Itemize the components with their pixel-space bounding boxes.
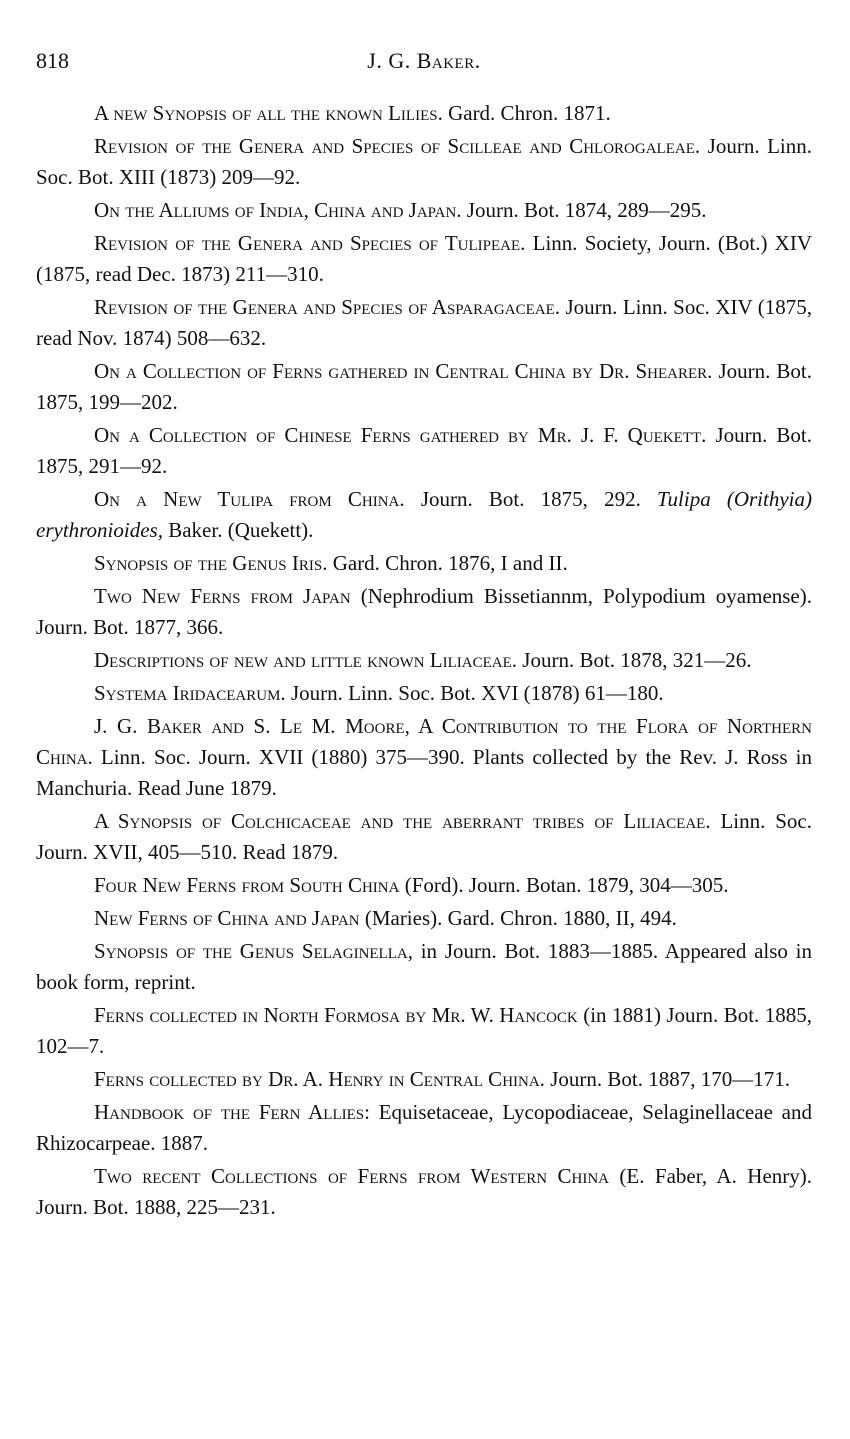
bibliography-entry	[36, 292, 812, 354]
entry-details: (Ford). Journ. Botan. 1879, 304—305.	[399, 873, 729, 897]
bibliography-entry	[36, 678, 812, 709]
bibliography-entry	[36, 870, 812, 901]
entry-details: Journ. Linn. Soc. Bot. XIII (1873) 209—92.	[36, 134, 813, 189]
entry-details: Journ. Bot. 1878, 321—26.	[517, 648, 752, 672]
entry-details: Journ. Bot. 1875, 292.	[404, 487, 657, 511]
bibliography-entry	[36, 228, 812, 290]
entry-title: Four New Ferns from South China	[94, 873, 400, 897]
bibliography-entry	[36, 1064, 812, 1095]
bibliography-entry	[36, 581, 812, 643]
entry-details: Equisetaceae, Lycopodiaceae, Selaginellaceae and Rhizocarpeae. 1887.	[36, 1100, 812, 1155]
bibliography-entry	[36, 903, 812, 934]
entry-details: in Journ. Bot. 1883—1885. Appeared also in book form, reprint.	[36, 939, 812, 994]
entry-title: On a New Tulipa from China.	[94, 487, 405, 511]
entry-title: Synopsis of the Genus Selaginella,	[94, 939, 413, 963]
bibliography-entry	[36, 484, 812, 546]
bibliography-entry	[36, 195, 812, 226]
entry-details: Journ. Bot. 1875, 199—202.	[36, 359, 812, 414]
entry-details: Gard. Chron. 1876, I and II.	[327, 551, 568, 575]
entry-details: Journ. Linn. Soc. XIV (1875, read Nov. 1874) 508—632.	[36, 295, 812, 350]
bibliography-entry	[36, 936, 812, 998]
entry-details: (Nephrodium Bissetiannm, Polypodium oyamense). Journ. Bot. 1877, 366.	[36, 584, 813, 639]
entry-title: Ferns collected by Dr. A. Henry in Central China.	[94, 1067, 545, 1091]
entry-title: New Ferns of China and Japan	[94, 906, 360, 930]
running-title: J. G. Baker.	[367, 48, 481, 73]
entry-details: Linn. Society, Journ. (Bot.) XIV (1875, read Dec. 1873) 211—310.	[36, 231, 813, 286]
entry-details: Gard. Chron. 1871.	[442, 101, 611, 125]
bibliography-entry	[36, 711, 812, 804]
bibliography-entry	[36, 1161, 812, 1223]
bibliography-entry	[36, 98, 812, 129]
bibliography-entry	[36, 356, 812, 418]
entry-tail: Baker. (Quekett).	[162, 518, 314, 542]
entry-details: (in 1881) Journ. Bot. 1885, 102—7.	[36, 1003, 812, 1058]
entry-title: Descriptions of new and little known Liliaceae.	[94, 648, 518, 672]
entry-title: Two recent Collections of Ferns from Western China	[94, 1164, 609, 1188]
entry-details: Journ. Bot. 1887, 170—171.	[544, 1067, 790, 1091]
entry-title: Ferns collected in North Formosa by Mr. W. Hancock	[94, 1003, 578, 1027]
entry-details: Journ. Linn. Soc. Bot. XVI (1878) 61—180.	[285, 681, 664, 705]
entry-title: A Synopsis of Colchicaceae and the aberrant tribes of Liliaceae.	[94, 809, 711, 833]
entry-title: Revision of the Genera and Species of Asparagaceae.	[94, 295, 561, 319]
entry-title: Systema Iridacearum.	[94, 681, 286, 705]
entry-title: Revision of the Genera and Species of Scilleae and Chlorogaleae.	[94, 134, 701, 158]
bibliography-entry	[36, 420, 812, 482]
page-header	[36, 46, 812, 76]
entry-title: Synopsis of the Genus Iris.	[94, 551, 328, 575]
entry-title: On a Collection of Ferns gathered in Central China by Dr. Shearer.	[94, 359, 713, 383]
bibliography-entry	[36, 645, 812, 676]
bibliography-entry	[36, 806, 812, 868]
entry-title: Revision of the Genera and Species of Tulipeae.	[94, 231, 526, 255]
bibliography-entry	[36, 1097, 812, 1159]
entry-title: Two New Ferns from Japan	[94, 584, 351, 608]
entry-title: Handbook of the Fern Allies:	[94, 1100, 370, 1124]
entry-title: J. G. Baker and S. Le M. Moore, A Contribution to the Flora of Northern China.	[36, 714, 812, 769]
entry-title: On a Collection of Chinese Ferns gathered by Mr. J. F. Quekett.	[94, 423, 707, 447]
entry-title: On the Alliums of India, China and Japan.	[94, 198, 462, 222]
page-number: 818	[36, 48, 69, 73]
entry-details: Journ. Bot. 1875, 291—92.	[36, 423, 812, 478]
bibliography-entry	[36, 548, 812, 579]
entry-details: (Maries). Gard. Chron. 1880, II, 494.	[359, 906, 677, 930]
entry-details: Linn. Soc. Journ. XVII (1880) 375—390. Plants collected by the Rev. J. Ross in Manchuria. Read June 1879.	[36, 745, 812, 800]
entry-title: A new Synopsis of all the known Lilies.	[94, 101, 443, 125]
entry-details: Journ. Bot. 1874, 289—295.	[461, 198, 707, 222]
entry-details: Linn. Soc. Journ. XVII, 405—510. Read 1879.	[36, 809, 812, 864]
entry-details: (E. Faber, A. Henry). Journ. Bot. 1888, 225—231.	[36, 1164, 813, 1219]
species-name: Tulipa (Orithyia) erythronioides,	[36, 487, 813, 542]
bibliography-entry	[36, 1000, 812, 1062]
bibliography-entry	[36, 131, 812, 193]
bibliography-list	[36, 98, 812, 1225]
